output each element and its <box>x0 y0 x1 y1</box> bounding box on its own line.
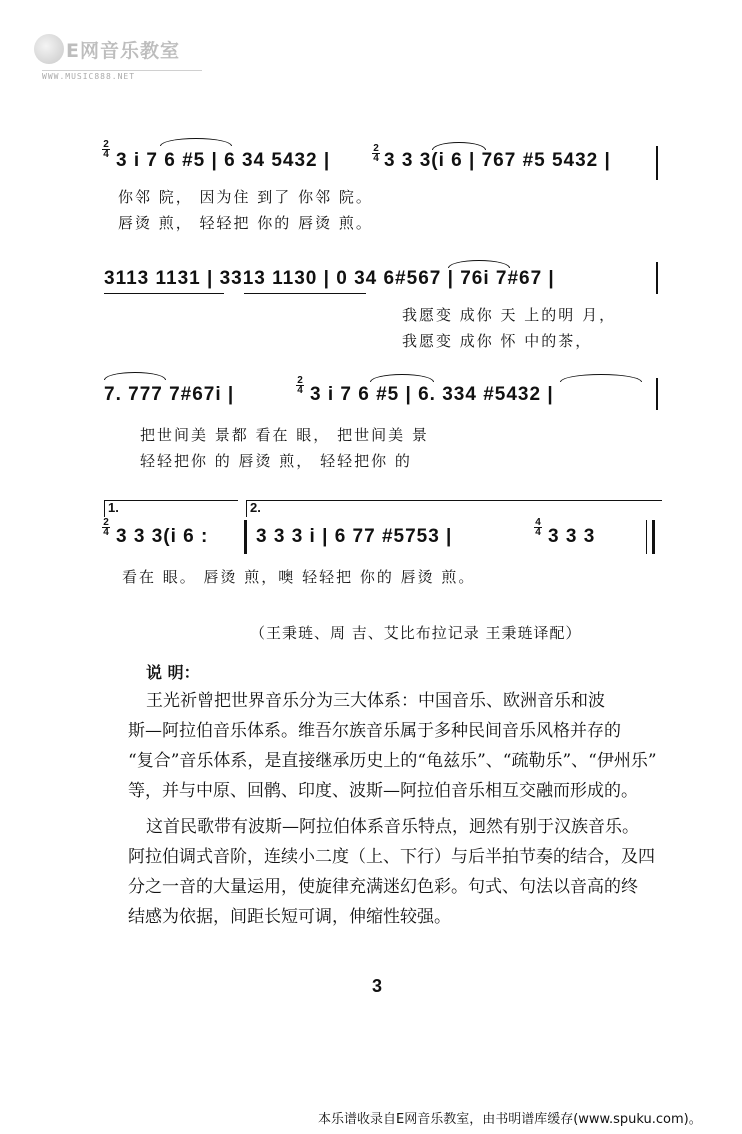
notation-line4-a: 3 3 3(i 6 : <box>116 526 209 547</box>
slur <box>560 374 642 382</box>
explanation-paragraph-2 <box>128 812 655 932</box>
lyric-line1-verse2: 唇烫 煎， 轻轻把 你的 唇烫 煎。 <box>118 214 373 232</box>
volta-first-ending: 1. <box>104 500 238 517</box>
slur <box>432 142 486 150</box>
section-heading: 说 明： <box>146 663 200 682</box>
final-barline-thin <box>646 520 647 554</box>
paragraph-line: 分之一音的大量运用，使旋律充满迷幻色彩。句式、句法以音高的终 <box>128 877 638 897</box>
paragraph-line: 斯—阿拉伯音乐体系。维吾尔族音乐属于多种民间音乐风格并存的 <box>128 721 621 741</box>
beam-underline <box>244 293 366 294</box>
slur <box>160 138 232 146</box>
time-signature-2: 2 4 <box>373 143 379 164</box>
lyric-line2-verse2: 我愿变 成你 怀 中的茶， <box>402 332 593 350</box>
notation-line3-a: 7. 777 7#67i | <box>104 384 235 405</box>
lyric-line2-verse1: 我愿变 成你 天 上的明 月， <box>402 306 617 324</box>
repeat-barline <box>244 520 247 554</box>
volta-second-ending: 2. <box>246 500 662 517</box>
footer-source-note: 本乐谱收录自E网音乐教室，由书明谱库缓存(www.spuku.com)。 <box>318 1112 702 1127</box>
paragraph-line: 这首民歌带有波斯—阿拉伯体系音乐特点，迥然有别于汉族音乐。 <box>146 817 639 837</box>
music-note-icon <box>34 34 64 64</box>
slur <box>370 374 434 382</box>
paragraph-line: 等，并与中原、回鹘、印度、波斯—阿拉伯音乐相互交融而形成的。 <box>128 781 638 801</box>
paragraph-line: “复合”音乐体系，是直接继承历史上的“龟兹乐”、“疏勒乐”、“伊州乐” <box>128 751 657 771</box>
time-signature: 2 4 <box>297 375 303 396</box>
lyric-line3-verse2: 轻轻把你 的 唇烫 煎， 轻轻把你 的 <box>140 452 412 470</box>
attribution: （王秉琏、周 吉、艾比布拉记录 王秉琏译配） <box>250 624 582 642</box>
notation-line4-c: 3 3 3 <box>548 526 596 547</box>
lyric-line4: 看在 眼。 唇烫 煎，噢 轻轻把 你的 唇烫 煎。 <box>122 568 476 586</box>
notation-line1-a: 3 i 7 6 #5 | 6 34 5432 | <box>116 150 331 171</box>
paragraph-line: 结感为依据，间距长短可调，伸缩性较强。 <box>128 907 451 927</box>
page-number: 3 <box>372 976 383 996</box>
paragraph-line: 王光祈曾把世界音乐分为三大体系：中国音乐、欧洲音乐和波 <box>146 691 605 711</box>
notation-line3-b: 3 i 7 6 #5 | 6. 334 #5432 | <box>310 384 554 405</box>
lyric-line1-verse1: 你邻 院， 因为住 到了 你邻 院。 <box>118 188 373 206</box>
notation-line4-b: 3 3 3 i | 6 77 #5753 | <box>256 526 453 547</box>
time-signature: 2 4 <box>103 139 109 160</box>
paragraph-line: 阿拉伯调式音阶，连续小二度（上、下行）与后半拍节奏的结合，及四 <box>128 847 655 867</box>
watermark-divider <box>42 70 202 71</box>
barline <box>656 146 658 180</box>
watermark-logo <box>20 28 200 88</box>
slur <box>104 372 166 380</box>
watermark-brand: E网音乐教室 <box>66 40 180 62</box>
lyric-line3-verse1: 把世间美 景都 看在 眼， 把世间美 景 <box>140 426 429 444</box>
notation-line2: 3113 1131 | 3313 1130 | 0 34 6#567 | 76i 7#67 | <box>104 268 555 289</box>
slur <box>448 260 510 268</box>
notation-line1-b: 3 3 3(i 6 | 767 #5 5432 | <box>384 150 611 171</box>
time-signature-2: 4 4 <box>535 517 541 538</box>
time-signature: 2 4 <box>103 517 109 538</box>
watermark-url: WWW.MUSIC888.NET <box>42 72 136 81</box>
barline <box>656 378 658 410</box>
barline <box>656 262 658 294</box>
explanation-paragraph-1 <box>128 686 657 806</box>
beam-underline <box>104 293 224 294</box>
final-barline-thick <box>652 520 655 554</box>
